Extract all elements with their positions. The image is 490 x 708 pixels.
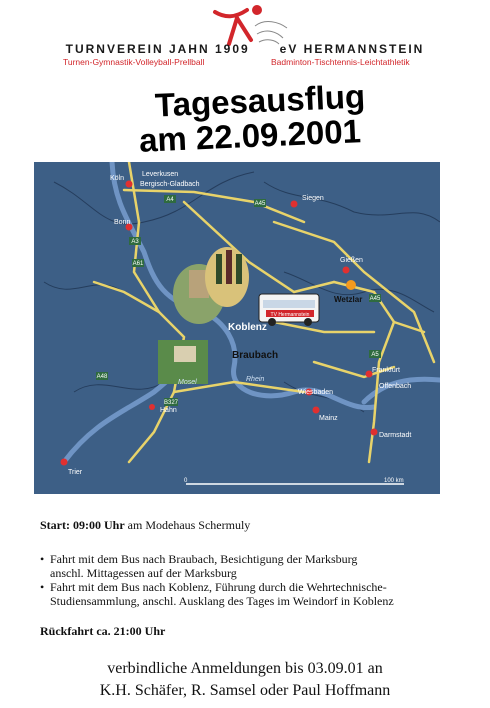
itinerary-item-1-line2: anschl. Mittagessen auf der Marksburg <box>50 566 237 580</box>
label-wiesbaden: Wiesbaden <box>298 389 334 396</box>
itinerary-list <box>40 552 480 608</box>
registration-deadline: verbindliche Anmeldungen bis 03.09.01 an <box>107 660 383 677</box>
registration-contacts: K.H. Schäfer, R. Samsel oder Paul Hoffmann <box>99 682 391 699</box>
itinerary-item: • Fahrt mit dem Bus nach Braubach, Besichtigung der Marksburg anschl. Mittagessen auf der Marksburg <box>40 552 480 580</box>
label-mainz: Mainz <box>319 415 338 422</box>
city-dot-darmstadt <box>371 429 378 436</box>
club-name-right: eV HERMANNSTEIN <box>279 42 425 56</box>
sports-list-left: Turnen-Gymnastik-Volleyball-Prellball <box>63 57 205 67</box>
road-shield-a45-east: A45 <box>369 296 381 302</box>
road-shield-a45: A45 <box>254 201 266 207</box>
scale-zero: 0 <box>184 478 188 484</box>
road-shield-b327: B327 <box>163 400 179 406</box>
city-dot-trier <box>61 459 68 466</box>
title-line-2: am 22.09.2001 <box>138 112 362 159</box>
return-time: Rückfahrt ca. 21:00 Uhr <box>40 624 166 638</box>
club-name-left: TURNVEREIN JAHN 1909 <box>65 42 250 56</box>
start-location: am Modehaus Schermuly <box>124 518 251 532</box>
start-time: Start: 09:00 Uhr <box>40 518 125 532</box>
label-koeln: Köln <box>110 175 125 182</box>
start-line <box>40 518 480 532</box>
city-dot-koeln <box>126 181 133 188</box>
city-dot-hahn <box>149 404 155 410</box>
club-name <box>0 42 490 56</box>
title-line-1: Tagesausflug <box>154 77 366 124</box>
label-mosel: Mosel <box>178 379 197 386</box>
label-siegen: Siegen <box>302 195 324 202</box>
city-dot-mainz <box>313 407 320 414</box>
label-giessen: Gießen <box>340 257 363 264</box>
city-dot-wetzlar <box>346 280 356 290</box>
label-darmstadt: Darmstadt <box>379 432 412 439</box>
road-shield-a48: A48 <box>96 374 108 380</box>
label-leverkusen: Leverkusen <box>142 171 179 178</box>
label-wetzlar: Wetzlar <box>334 295 363 304</box>
label-frankfurt: Frankfurt <box>372 367 401 374</box>
sports-list-right: Badminton-Tischtennis-Leichtathletik <box>271 57 410 67</box>
club-logo <box>195 4 295 46</box>
city-dot-siegen <box>291 201 298 208</box>
label-hahn: Hahn <box>160 407 177 414</box>
label-bonn: Bonn <box>114 219 131 226</box>
city-dot-giessen <box>343 267 350 274</box>
road-shield-a4: A4 <box>166 197 174 203</box>
label-rhein: Rhein <box>246 376 265 383</box>
label-trier: Trier <box>68 469 83 476</box>
label-braubach: Braubach <box>232 350 279 361</box>
scale-end: 100 km <box>384 478 404 484</box>
label-bergisch-gladbach: Bergisch-Gladbach <box>140 181 200 188</box>
route-map <box>34 162 440 494</box>
label-koblenz: Koblenz <box>228 322 267 333</box>
itinerary-item-2-line2: Studiensammlung, anschl. Ausklang des Tages im Weindorf in Koblenz <box>50 594 394 608</box>
label-offenbach: Offenbach <box>379 383 412 390</box>
itinerary-item-2-line1: Fahrt mit dem Bus nach Koblenz, Führung durch die Wehrtechnische- <box>50 580 387 594</box>
itinerary-item: • Fahrt mit dem Bus nach Koblenz, Führung durch die Wehrtechnische- Studiensammlung, anschl. Ausklang des Tages im Weindorf in Koblenz <box>40 580 480 608</box>
road-shield-a61: A61 <box>132 261 144 267</box>
road-shield-a5: A5 <box>371 352 379 358</box>
bus-sign: TV Hermannstein <box>270 312 310 318</box>
itinerary-item-1-line1: Fahrt mit dem Bus nach Braubach, Besichtigung der Marksburg <box>50 552 358 566</box>
bus-image <box>259 294 319 326</box>
road-shield-a3: A3 <box>131 239 139 245</box>
